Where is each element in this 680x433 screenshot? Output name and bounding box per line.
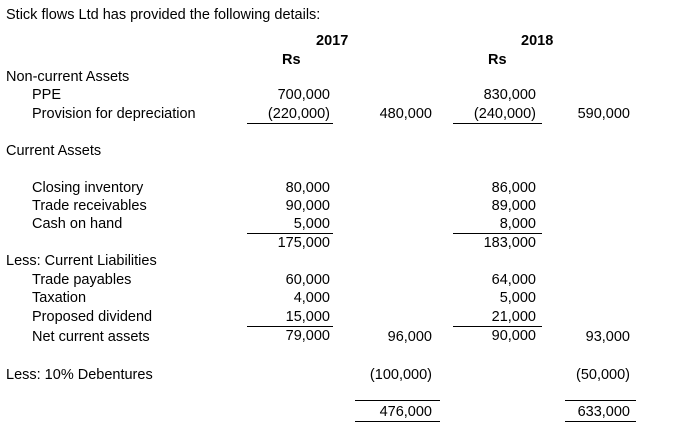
- total-2018: 633,000: [577, 404, 630, 420]
- dividend-2018: 21,000: [491, 309, 536, 325]
- currency-2017-header: Rs: [282, 52, 301, 68]
- current-total-2017: 175,000: [277, 235, 330, 251]
- dividend-label: Proposed dividend: [32, 309, 153, 325]
- underline-cash-2018: [453, 233, 542, 234]
- noncurrent-net-2018: 590,000: [577, 106, 630, 122]
- underline-dep-2018: [453, 123, 542, 124]
- total-bottom-rule-2018: [565, 421, 636, 422]
- currency-2018-header: Rs: [488, 52, 507, 68]
- underline-cash-2017: [247, 233, 333, 234]
- receivables-label: Trade receivables: [32, 198, 147, 214]
- cash-2018: 8,000: [499, 216, 536, 232]
- debentures-label: Less: 10% Debentures: [6, 367, 153, 383]
- inventory-label: Closing inventory: [32, 180, 144, 196]
- payables-2018: 64,000: [491, 272, 536, 288]
- year-2017-header: 2017: [316, 33, 349, 49]
- net-current-assets-2017: 96,000: [387, 329, 432, 345]
- debentures-2018: (50,000): [575, 367, 630, 383]
- total-top-rule-2018: [565, 400, 636, 401]
- taxation-label: Taxation: [32, 290, 87, 306]
- underline-dividend-2017: [247, 326, 333, 327]
- taxation-2018: 5,000: [499, 290, 536, 306]
- noncurrent-net-2017: 480,000: [379, 106, 432, 122]
- underline-dep-2017: [247, 123, 333, 124]
- current-assets-label: Current Assets: [6, 143, 102, 159]
- inventory-2017: 80,000: [285, 180, 330, 196]
- current-total-2018: 183,000: [483, 235, 536, 251]
- ppe-label: PPE: [32, 87, 62, 103]
- depreciation-label: Provision for depreciation: [32, 106, 196, 122]
- receivables-2018: 89,000: [491, 198, 536, 214]
- noncurrent-assets-label: Non-current Assets: [6, 69, 130, 85]
- ppe-2018: 830,000: [483, 87, 536, 103]
- total-2017: 476,000: [379, 404, 432, 420]
- ppe-2017: 700,000: [277, 87, 330, 103]
- total-bottom-rule-2017: [355, 421, 440, 422]
- total-top-rule-2017: [355, 400, 440, 401]
- underline-dividend-2018: [453, 326, 542, 327]
- current-liabilities-label: Less: Current Liabilities: [6, 253, 157, 269]
- net-current-assets-label: Net current assets: [32, 329, 150, 345]
- net-current-assets-2018: 93,000: [585, 329, 630, 345]
- depreciation-2017: (220,000): [267, 106, 330, 122]
- inventory-2018: 86,000: [491, 180, 536, 196]
- dividend-2017: 15,000: [285, 309, 330, 325]
- statement-heading: Stick flows Ltd has provided the following details:: [6, 7, 321, 23]
- cash-2017: 5,000: [293, 216, 330, 232]
- cash-label: Cash on hand: [32, 216, 123, 232]
- year-2018-header: 2018: [521, 33, 554, 49]
- payables-label: Trade payables: [32, 272, 132, 288]
- depreciation-2018: (240,000): [473, 106, 536, 122]
- debentures-2017: (100,000): [369, 367, 432, 383]
- receivables-2017: 90,000: [285, 198, 330, 214]
- taxation-2017: 4,000: [293, 290, 330, 306]
- liabilities-total-2017: 79,000: [285, 328, 330, 344]
- payables-2017: 60,000: [285, 272, 330, 288]
- liabilities-total-2018: 90,000: [491, 328, 536, 344]
